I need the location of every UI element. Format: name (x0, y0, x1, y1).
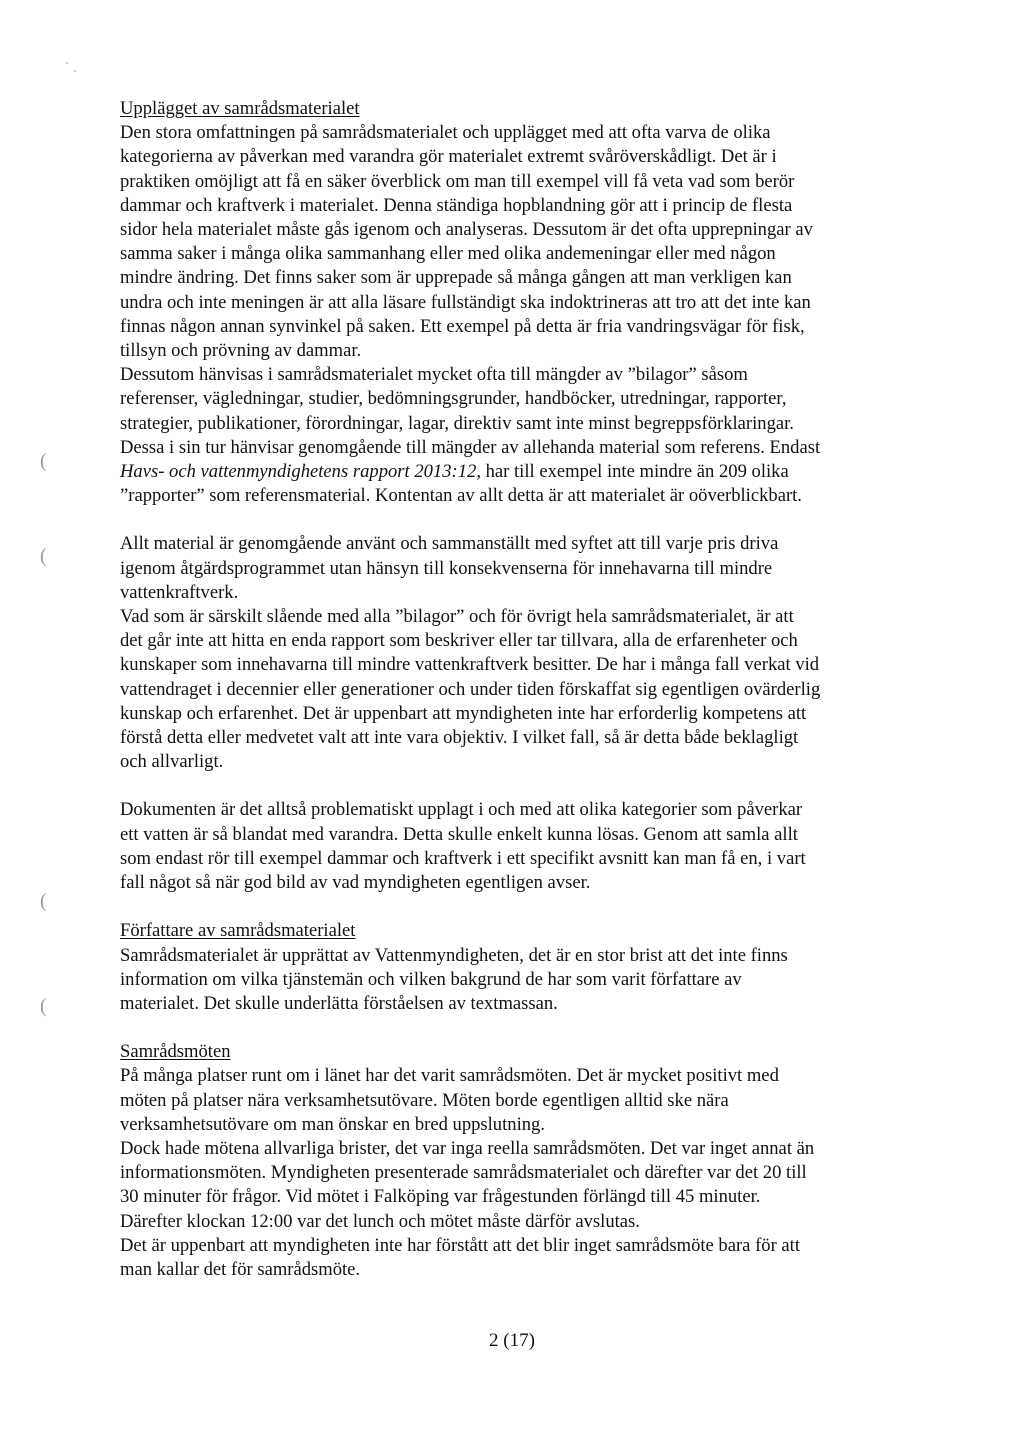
paragraph-moten-brister (120, 1137, 910, 1234)
text-line: Den stora omfattningen på samrådsmaterialet och upplägget med att ofta varva de olika (120, 122, 771, 144)
text-line: sidor hela materialet måste gås igenom och analyseras. Dessutom är det ofta upprepningar av (120, 219, 813, 241)
text-line: Samrådsmaterialet är upprättat av Vattenmyndigheten, det är en stor brist att det inte finns (120, 944, 788, 966)
text-line: verksamhetsutövare om man önskar en bred uppslutning. (120, 1113, 545, 1135)
text-line: Dessa i sin tur hänvisar genomgående till mängder av allehanda material som referens. Endast (120, 436, 821, 458)
text-line: informationsmöten. Myndigheten presenterade samrådsmaterialet och därefter var det 20 till (120, 1162, 807, 1184)
text-line: Allt material är genomgående använt och sammanställt med syftet att till varje pris driva (120, 533, 779, 555)
paragraph-gap (120, 508, 910, 532)
paragraph-saerskilt-slaende (120, 605, 910, 774)
text-line: tillsyn och prövning av dammar. (120, 340, 362, 362)
text-line: materialet. Det skulle underlätta förståelsen av textmassan. (120, 992, 558, 1014)
text-line: samma saker i många olika sammanhang eller med olika andemeningar eller med någon (120, 243, 776, 265)
page-number: 2 (17) (489, 1330, 535, 1351)
text-line: man kallar det för samrådsmöte. (120, 1258, 361, 1280)
text-line: möten på platser nära verksamhetsutövare. Möten borde egentligen alltid ske nära (120, 1089, 729, 1111)
paragraph-gap (120, 895, 910, 919)
text-line: Vad som är särskilt slående med alla ”bilagor” och för övrigt hela samrådsmaterialet, är att (120, 606, 794, 628)
text-line: ”rapporter” som referensmaterial. Kontentan av allt detta är att materialet är oöverblickbart. (120, 485, 802, 507)
text-line: fall något så när god bild av vad myndigheten egentligen avser. (120, 872, 591, 894)
margin-bracket-mark: ( (40, 890, 47, 912)
text-line: vattenkraftverk. (120, 581, 239, 603)
text-line: kunskaper som innehavarna till mindre vattenkraftverk besitter. De har i många fall verkat vid (120, 654, 820, 676)
text-line: referenser, vägledningar, studier, bedömningsgrunder, handböcker, utredningar, rapporter, (120, 388, 787, 410)
paragraph-gap (120, 1016, 910, 1040)
section-heading-forfattare: Författare av samrådsmaterialet (120, 920, 356, 942)
paragraph-dokumenten (120, 798, 910, 895)
text-line: dammar och kraftverk i materialet. Denna ständiga hopblandning gör att i princip de flesta (120, 194, 793, 216)
text-line: ett vatten är så blandat med varandra. Detta skulle enkelt kunna lösas. Genom att samla allt (120, 823, 798, 845)
text-line: praktiken omöjligt att få en säker överblick om man till exempel vill få veta vad som berör (120, 170, 795, 192)
text-line: Dokumenten är det alltså problematiskt upplagt i och med att olika kategorier som påverkar (120, 799, 803, 821)
text-line: mindre ändring. Det finns saker som är upprepade så många gången att man verkligen kan (120, 267, 792, 289)
text-line: Därefter klockan 12:00 var det lunch och mötet måste därför avslutas. (120, 1210, 640, 1232)
section-heading-samradsmoten: Samrådsmöten (120, 1041, 231, 1063)
paragraph-moten-platser (120, 1064, 910, 1137)
text-fragment: har till exempel inte mindre än 209 olika (480, 461, 789, 483)
margin-bracket-mark: ( (40, 450, 47, 472)
paragraph-allt-material (120, 532, 910, 605)
scan-speck (74, 70, 76, 72)
paragraph-omfattning (120, 121, 910, 363)
text-line: 30 minuter för frågor. Vid mötet i Falköping var frågestunden förlängd till 45 minuter. (120, 1186, 761, 1208)
text-line: Det är uppenbart att myndigheten inte har förstått att det blir inget samrådsmöte bara för att (120, 1234, 800, 1256)
text-line: förstå detta eller medvetet valt att inte vara objektiv. I vilket fall, så är detta både beklagligt (120, 727, 799, 749)
text-line: undra och inte meningen är att alla läsare fullständigt ska indoktrineras att tro att det inte kan (120, 291, 811, 313)
margin-bracket-mark: ( (40, 995, 47, 1017)
text-line: vattendraget i decennier eller generationer och under tiden förskaffat sig egentligen ovärderlig (120, 678, 821, 700)
text-line-with-citation (120, 460, 910, 484)
text-line: igenom åtgärdsprogrammet utan hänsyn till konsekvenserna för innehavarna till mindre (120, 557, 773, 579)
text-line: kunskap och erfarenhet. Det är uppenbart att myndigheten inte har erforderlig kompetens att (120, 702, 807, 724)
paragraph-bilagor (120, 363, 910, 508)
text-line: Dock hade mötena allvarliga brister, det var inga reella samrådsmöten. Det var inget annat än (120, 1137, 815, 1159)
text-line: och allvarligt. (120, 751, 224, 773)
section-heading-upplagget: Upplägget av samrådsmaterialet (120, 98, 360, 119)
scan-speck (66, 62, 68, 64)
text-line: information om vilka tjänstemän och vilken bakgrund de har som varit författare av (120, 968, 742, 990)
text-line: det går inte att hitta en enda rapport som beskriver eller tar tillvara, alla de erfarenheter och (120, 630, 798, 652)
text-line: kategorierna av påverkan med varandra gör materialet extremt svåröverskådligt. Det är i (120, 146, 777, 168)
text-line: strategier, publikationer, förordningar, lagar, direktiv samt inte minst begreppsförklaringar. (120, 412, 794, 434)
text-line: finnas någon annan synvinkel på saken. Ett exempel på detta är fria vandringsvägar för fisk, (120, 315, 805, 337)
text-line: På många platser runt om i länet har det varit samrådsmöten. Det är mycket positivt med (120, 1065, 779, 1087)
paragraph-forfattare (120, 944, 910, 1017)
report-citation: Havs- och vattenmyndighetens rapport 2013:12, (120, 461, 481, 483)
paragraph-moten-slutsats (120, 1234, 910, 1282)
paragraph-gap (120, 774, 910, 798)
margin-bracket-mark: ( (40, 545, 47, 567)
document-body (120, 97, 910, 1282)
text-line: Dessutom hänvisas i samrådsmaterialet mycket ofta till mängder av ”bilagor” såsom (120, 364, 748, 386)
text-line: som endast rör till exempel dammar och kraftverk i ett specifikt avsnitt kan man få en, i vart (120, 847, 806, 869)
